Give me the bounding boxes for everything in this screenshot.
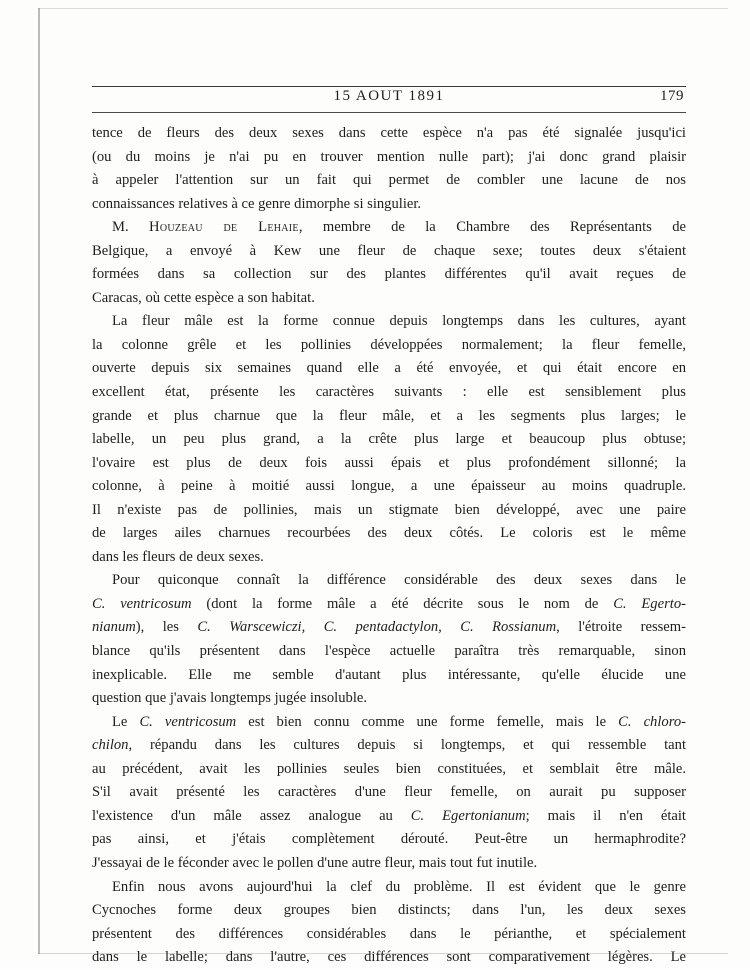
- text-line: question que j'avais longtemps jugée insoluble.: [92, 690, 368, 707]
- text-line: inexplicable. Elle me semble d'autant plus intéressante, qu'elle élucide une: [92, 666, 686, 683]
- species-name: C. Egertonianum: [410, 807, 526, 824]
- text-line: Caracas, où cette espèce a son habitat.: [92, 289, 315, 306]
- running-title: 15 AOUT 1891: [333, 88, 445, 104]
- species-name: C. ventricosum: [139, 713, 237, 730]
- text-line: à appeler l'attention sur un fait qui permet de combler une lacune de nos: [92, 172, 686, 189]
- text-line: J'essayai de le féconder avec le pollen d'une autre fleur, mais tout fut inutile.: [92, 854, 538, 871]
- text-line: tence de fleurs des deux sexes dans cette espèce n'a pas été signalée jusqu'ici: [92, 125, 686, 141]
- text-line: formées dans sa collection sur des plantes différentes qu'il avait reçues de: [92, 266, 686, 283]
- text-line: Enfin nous avons aujourd'hui la clef du problème. Il est évident que le genre: [112, 878, 686, 895]
- species-name: C. ventricosum: [92, 595, 192, 612]
- page-number: 179: [660, 88, 684, 104]
- text-line: Belgique, a envoyé à Kew une fleur de chaque sexe; toutes deux s'étaient: [92, 242, 686, 259]
- text-line: dans les fleurs de deux sexes.: [92, 548, 264, 565]
- text-line: la colonne grêle et les pollinies développées normalement; la fleur femelle,: [92, 336, 686, 353]
- text-line: l'ovaire est plus de deux fois aussi épais et plus profondément sillonné; la: [92, 454, 686, 471]
- text-line: labelle, un peu plus grand, a la crête plus large et beaucoup plus obtuse;: [92, 431, 686, 448]
- running-head: [92, 88, 686, 110]
- text-line: C. ventricosum (dont la forme mâle a été décrite sous le nom de C. Egerto-: [92, 595, 686, 612]
- text-line: blance qu'ils présentent dans l'espèce actuelle paraîtra très remarquable, sinon: [92, 643, 686, 660]
- species-name: nianum: [92, 619, 136, 636]
- text-line: connaissances relatives à ce genre dimorphe si singulier.: [92, 195, 422, 212]
- species-name: C. Egerto-: [613, 595, 686, 612]
- text-line: S'il avait présenté les caractères d'une fleur femelle, on aurait pu supposer: [92, 784, 686, 801]
- header-rule-bottom: [92, 112, 686, 113]
- text-line: de larges ailes charnues recourbées des deux côtés. Le coloris est le même: [92, 525, 686, 542]
- header-rule-top: [92, 86, 686, 87]
- text-line: Il n'existe pas de pollinies, mais un stigmate bien développé, avec une paire: [92, 501, 686, 518]
- text-line: La fleur mâle est la forme connue depuis longtemps dans les cultures, ayant: [112, 313, 686, 330]
- species-name: chilon: [92, 737, 129, 754]
- text-line: Cycnoches forme deux groupes bien distincts; dans l'un, les deux sexes: [92, 902, 686, 919]
- species-name: C. chloro-: [618, 713, 686, 730]
- text-line: Le C. ventricosum est bien connu comme une forme femelle, mais le C. chloro-: [112, 713, 686, 730]
- text-line: ouverte depuis six semaines quand elle a été envoyée, et qui était encore en: [92, 360, 686, 377]
- text-line: chilon, répandu dans les cultures depuis si longtemps, et qui ressemble tant: [92, 737, 686, 754]
- text-line: au précédent, avait les pollinies seules bien constituées, et semblait être mâle.: [92, 760, 686, 777]
- text-line: colonne, à peine à moitié aussi longue, a une épaisseur au moins quadruple.: [92, 478, 686, 495]
- text-line: nianum), les C. Warscewiczi, C. pentadactylon, C. Rossianum, l'étroite ressem-: [92, 619, 686, 636]
- text-line: M. Houzeau de Lehaie, membre de la Chambre des Représentants de: [112, 219, 686, 236]
- scan-edge-top: [38, 8, 728, 9]
- text-line: l'existence d'un mâle assez analogue au C. Egertonianum; mais il n'en était: [92, 807, 686, 824]
- text-line: présentent des différences considérables dans le périanthe, et spécialement: [92, 925, 686, 942]
- species-name: C. Warscewiczi, C. pentadactylon, C. Rossianum: [197, 619, 557, 636]
- text-line: pas ainsi, et j'étais complètement dérouté. Peut-être un hermaphrodite?: [92, 831, 686, 848]
- text-line: grande et plus charnue que la fleur mâle, et a les segments plus larges; le: [92, 407, 686, 424]
- text-line: dans le labelle; dans l'autre, ces différences sont comparativement légères. Le: [92, 949, 686, 966]
- scan-edge-left: [38, 8, 40, 954]
- author-name: Houzeau de Lehaie: [149, 219, 299, 236]
- text-line: excellent état, présente les caractères suivants : elle est sensiblement plus: [92, 384, 686, 401]
- article-body: [92, 122, 686, 970]
- text-line: (ou du moins je n'ai pu en trouver mention nulle part); j'ai donc grand plaisir: [92, 148, 686, 165]
- text-line: Pour quiconque connaît la différence considérable des deux sexes dans le: [112, 572, 686, 589]
